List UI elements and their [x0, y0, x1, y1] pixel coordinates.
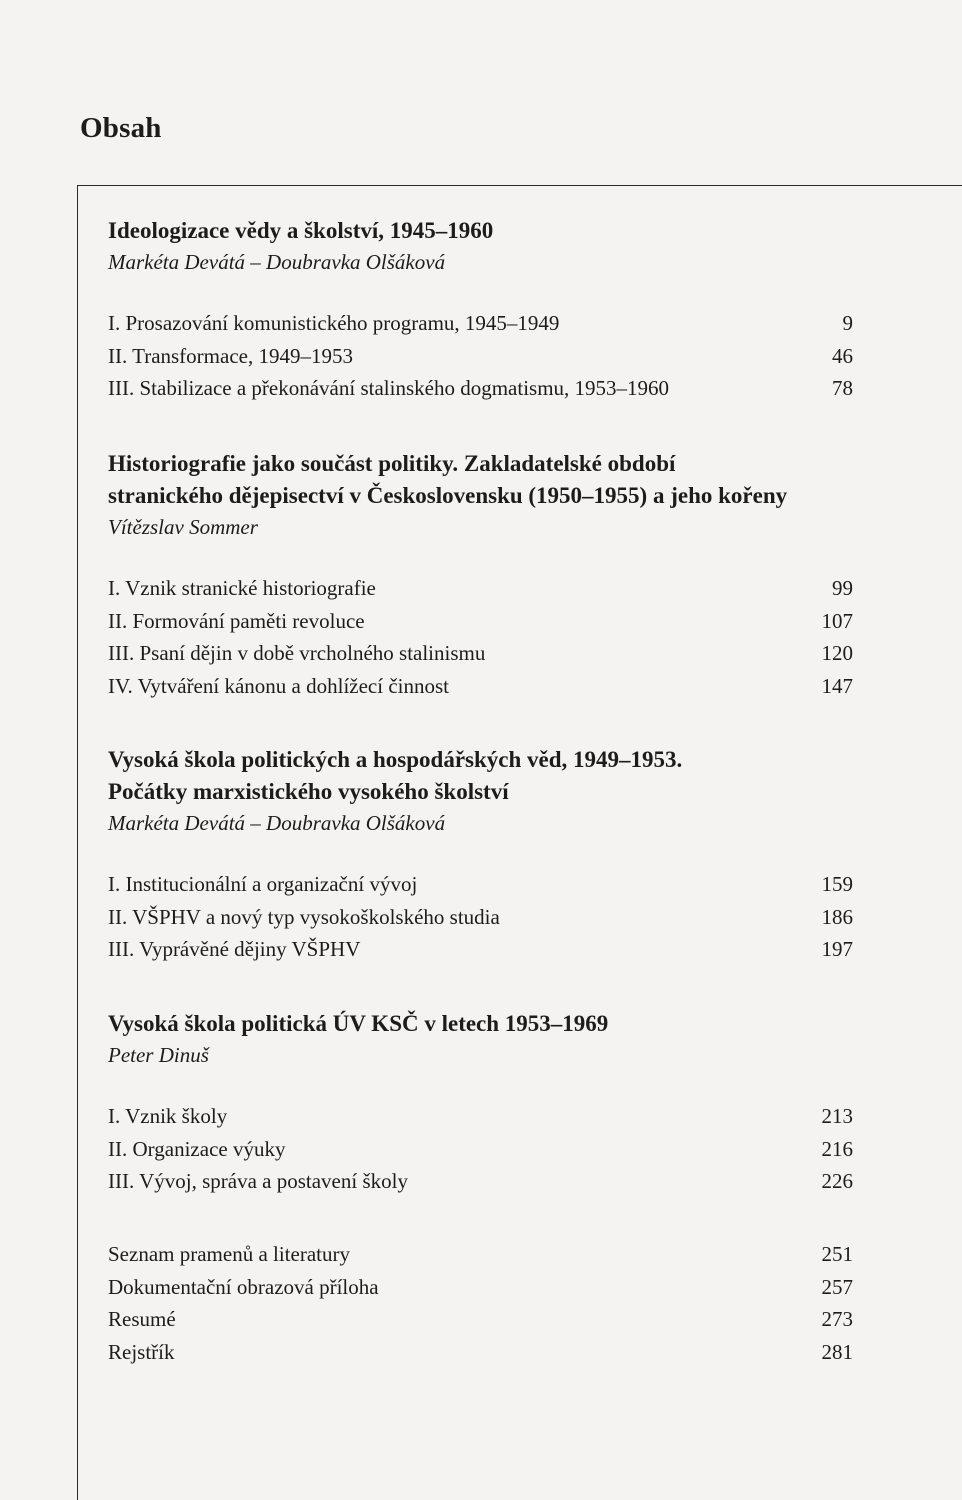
entry-label: II. Organizace výuky [108, 1136, 286, 1161]
entry-page: 159 [821, 872, 853, 896]
toc-entry[interactable] [108, 1165, 853, 1198]
section-author: Markéta Devátá – Doubravka Olšáková [108, 811, 446, 835]
entry-page: 213 [821, 1104, 853, 1128]
toc-section [108, 448, 853, 703]
entry-label: I. Vznik stranické historiografie [108, 576, 376, 600]
toc-section [108, 1008, 853, 1198]
toc-entry[interactable] [108, 670, 853, 703]
section-title: Počátky marxistického vysokého školství [108, 779, 509, 804]
entry-label: II. Formování paměti revoluce [108, 608, 365, 633]
toc-entry[interactable] [108, 868, 853, 901]
toc-entry[interactable] [108, 372, 853, 405]
toc-entry[interactable] [108, 637, 853, 670]
toc-entry[interactable] [108, 1100, 853, 1133]
entry-label: III. Vývoj, správa a postavení školy [108, 1169, 408, 1194]
toc-entry[interactable] [108, 1133, 853, 1166]
entry-page: 9 [842, 311, 853, 335]
entry-page: 226 [821, 1169, 853, 1194]
entry-list [108, 1100, 853, 1198]
section-title: Vysoká škola politická ÚV KSČ v letech 1953–1969 [108, 1011, 609, 1036]
section-title: stranického dějepisectví v Československu (1950–1955) a jeho kořeny [108, 483, 788, 508]
entry-label: III. Psaní dějin v době vrcholného stalinismu [108, 641, 486, 666]
entry-page: 78 [832, 376, 853, 401]
entry-label: II. VŠPHV a nový typ vysokoškolského studia [108, 904, 500, 929]
entry-label: Seznam pramenů a literatury [108, 1242, 350, 1266]
entry-label: Resumé [108, 1307, 176, 1332]
toc-entry[interactable] [108, 605, 853, 638]
entry-list [108, 572, 853, 703]
toc-section [108, 744, 853, 966]
entry-page: 147 [821, 674, 853, 699]
entry-page: 120 [821, 641, 853, 666]
entry-label: I. Institucionální a organizační vývoj [108, 872, 418, 896]
entry-page: 186 [821, 904, 853, 929]
toc-entry[interactable] [108, 340, 853, 373]
section-author: Peter Dinuš [108, 1043, 209, 1067]
entry-page: 197 [821, 937, 853, 962]
entry-page: 251 [821, 1242, 853, 1266]
toc-entry[interactable] [108, 1336, 853, 1369]
entry-page: 216 [821, 1136, 853, 1161]
section-author: Markéta Devátá – Doubravka Olšáková [108, 250, 446, 274]
section-title: Historiografie jako součást politiky. Zakladatelské období [108, 451, 676, 476]
section-title: Vysoká škola politických a hospodářských věd, 1949–1953. [108, 747, 683, 772]
entry-label: Rejstřík [108, 1340, 175, 1365]
entry-label: Dokumentační obrazová příloha [108, 1274, 379, 1299]
entry-label: IV. Vytváření kánonu a dohlížecí činnost [108, 674, 449, 699]
entry-label: III. Stabilizace a překonávání stalinského dogmatismu, 1953–1960 [108, 376, 670, 401]
toc-entry[interactable] [108, 307, 853, 340]
entry-page: 281 [821, 1340, 853, 1365]
section-title: Ideologizace vědy a školství, 1945–1960 [108, 218, 494, 243]
entry-list [108, 307, 853, 405]
toc-entry[interactable] [108, 933, 853, 966]
entry-label: I. Prosazování komunistického programu, 1945–1949 [108, 311, 560, 335]
entry-label: I. Vznik školy [108, 1104, 228, 1128]
toc-section [108, 215, 853, 405]
toc-entry[interactable] [108, 1303, 853, 1336]
toc-entry[interactable] [108, 901, 853, 934]
entry-page: 257 [821, 1274, 853, 1299]
entry-page: 273 [821, 1307, 853, 1332]
back-matter-list [108, 1238, 853, 1369]
entry-page: 46 [832, 343, 853, 368]
page-title: Obsah [80, 112, 162, 144]
toc-entry[interactable] [108, 1271, 853, 1304]
entry-page: 99 [832, 576, 853, 600]
entry-label: II. Transformace, 1949–1953 [108, 343, 353, 368]
toc-entry[interactable] [108, 1238, 853, 1271]
section-author: Vítězslav Sommer [108, 515, 258, 539]
entry-page: 107 [821, 608, 853, 633]
toc-entry[interactable] [108, 572, 853, 605]
entry-label: III. Vyprávěné dějiny VŠPHV [108, 937, 361, 962]
entry-list [108, 868, 853, 966]
